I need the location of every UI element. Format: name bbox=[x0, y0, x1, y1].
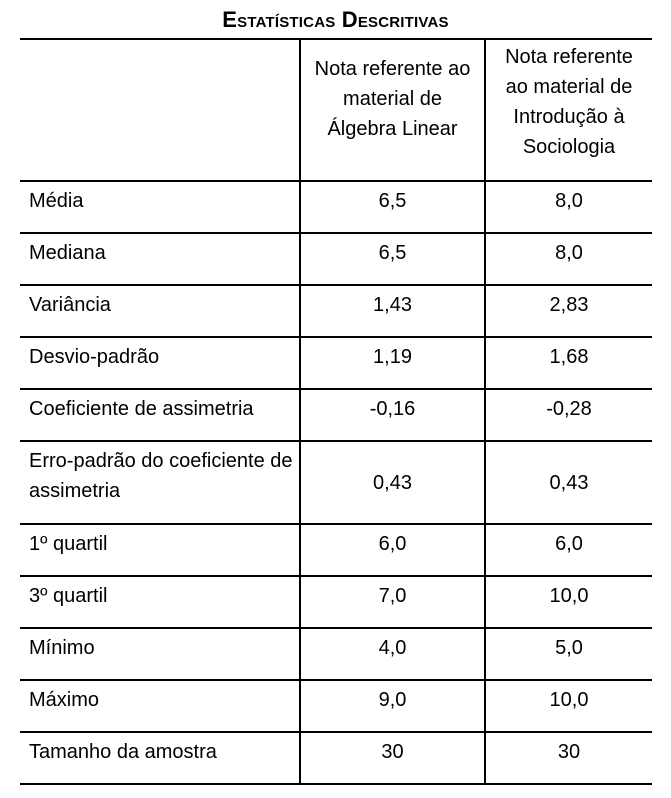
header-row bbox=[20, 39, 652, 181]
cell-algebra-linear: 1,43 bbox=[300, 285, 485, 337]
cell-algebra-linear: 0,43 bbox=[300, 441, 485, 524]
cell-algebra-linear: 6,0 bbox=[300, 524, 485, 576]
cell-introducao-sociologia: 2,83 bbox=[485, 285, 652, 337]
cell-algebra-linear: 6,5 bbox=[300, 181, 485, 233]
row-label: Mediana bbox=[20, 233, 300, 285]
cell-introducao-sociologia: 0,43 bbox=[485, 441, 652, 524]
table-row bbox=[20, 441, 652, 524]
cell-introducao-sociologia: 10,0 bbox=[485, 680, 652, 732]
table-row bbox=[20, 576, 652, 628]
column-header-algebra-linear: Nota referente ao material de Álgebra Linear bbox=[300, 39, 485, 181]
table-row bbox=[20, 389, 652, 441]
table-row bbox=[20, 732, 652, 784]
row-label: Média bbox=[20, 181, 300, 233]
cell-introducao-sociologia: 5,0 bbox=[485, 628, 652, 680]
row-label: Máximo bbox=[20, 680, 300, 732]
cell-introducao-sociologia: 6,0 bbox=[485, 524, 652, 576]
row-label: Coeficiente de assimetria bbox=[20, 389, 300, 441]
row-label: Mínimo bbox=[20, 628, 300, 680]
row-label: Variância bbox=[20, 285, 300, 337]
table-row bbox=[20, 524, 652, 576]
cell-algebra-linear: 9,0 bbox=[300, 680, 485, 732]
cell-introducao-sociologia: 10,0 bbox=[485, 576, 652, 628]
header-corner-cell bbox=[20, 39, 300, 181]
cell-algebra-linear: 30 bbox=[300, 732, 485, 784]
cell-algebra-linear: 4,0 bbox=[300, 628, 485, 680]
row-label: Desvio-padrão bbox=[20, 337, 300, 389]
row-label: Erro-padrão do coeficiente de assimetria bbox=[20, 441, 300, 524]
cell-algebra-linear: 6,5 bbox=[300, 233, 485, 285]
row-label: 1º quartil bbox=[20, 524, 300, 576]
descriptive-statistics-table bbox=[20, 38, 652, 785]
cell-algebra-linear: -0,16 bbox=[300, 389, 485, 441]
table-title: Estatísticas Descritivas bbox=[222, 7, 449, 32]
table-row bbox=[20, 680, 652, 732]
cell-algebra-linear: 7,0 bbox=[300, 576, 485, 628]
cell-introducao-sociologia: 8,0 bbox=[485, 233, 652, 285]
table-row bbox=[20, 337, 652, 389]
table-row bbox=[20, 285, 652, 337]
row-label: 3º quartil bbox=[20, 576, 300, 628]
cell-introducao-sociologia: 8,0 bbox=[485, 181, 652, 233]
table-row bbox=[20, 628, 652, 680]
table-row bbox=[20, 181, 652, 233]
column-header-introducao-sociologia: Nota referente ao material de Introdução à Sociologia bbox=[485, 39, 652, 181]
row-label: Tamanho da amostra bbox=[20, 732, 300, 784]
table-row bbox=[20, 233, 652, 285]
cell-algebra-linear: 1,19 bbox=[300, 337, 485, 389]
cell-introducao-sociologia: -0,28 bbox=[485, 389, 652, 441]
cell-introducao-sociologia: 30 bbox=[485, 732, 652, 784]
cell-introducao-sociologia: 1,68 bbox=[485, 337, 652, 389]
